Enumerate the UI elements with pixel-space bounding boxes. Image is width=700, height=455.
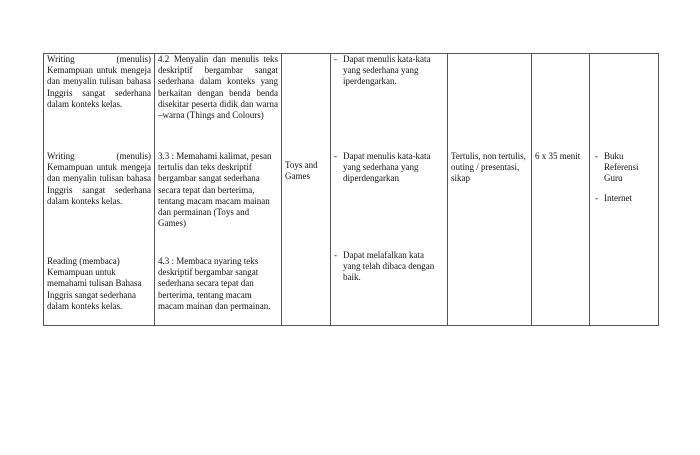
table-border-bottom xyxy=(43,325,659,326)
table-border-right xyxy=(658,53,659,326)
assessment-cell: Tertulis, non tertulis, outing / presentasi, sikap xyxy=(451,151,526,184)
skill-description: Kemampuan untuk memahami tulisan Bahasa Inggris sangat sederhana dalam konteks kelas. xyxy=(47,267,142,311)
syllabus-table xyxy=(43,53,659,326)
indicator-text: Dapat menulis kata-kata yang sederhana yang diperdengarkan xyxy=(343,151,431,184)
source-item xyxy=(595,193,653,204)
competency-cell: 3.3 : Memahami kalimat, pesan tertulis dan teks deskriptif bergambar sangat sederhana secara tepat dan berterima, tentang macam macam mainan dan permainan (Toys and Games) xyxy=(158,151,272,229)
column-divider xyxy=(447,53,448,326)
indicator-text: Dapat melafalkan kata yang telah dibaca dengan baik. xyxy=(343,250,435,283)
source-text: Internet xyxy=(604,193,632,203)
bullet-marker: - xyxy=(334,151,337,161)
indicator-item xyxy=(334,54,442,88)
skill-heading: Writing xyxy=(47,151,75,161)
skill-heading-alt: (menulis) xyxy=(116,54,151,64)
column-divider xyxy=(531,53,532,326)
source-text: Buku Referensi Guru xyxy=(604,151,639,184)
bullet-marker: - xyxy=(334,250,337,260)
table-border-left xyxy=(43,53,44,326)
skill-cell xyxy=(47,256,151,312)
indicator-text: Dapat menulis kata-kata yang sederhana yang iperdengarkan. xyxy=(343,54,431,87)
skill-heading: Reading (membaca) xyxy=(47,256,120,266)
theme-cell: Toys and Games xyxy=(285,160,318,182)
skill-heading-alt: (menulis) xyxy=(116,151,151,161)
time-allocation-cell: 6 x 35 menit xyxy=(535,151,581,161)
competency-cell: 4.3 : Membaca nyaring teks deskriptif bergambar sangat sederhana secara tepat dan berterima, tentang macam macam mainan dan permainan. xyxy=(158,256,271,311)
skill-description: Kemampuan untuk mengeja dan menyalin tulisan bahasa Inggris sangat sederhana dalam konteks kelas. xyxy=(47,65,151,109)
indicator-item xyxy=(334,151,442,185)
bullet-marker: - xyxy=(334,54,337,64)
skill-description: Kemampuan untuk mengeja dan menyalin tulisan bahasa Inggris sangat sederhana dalam konteks kelas. xyxy=(47,162,151,206)
column-divider xyxy=(154,53,155,326)
skill-cell xyxy=(47,151,151,207)
column-divider xyxy=(589,53,590,326)
competency-cell: 4.2 Menyalin dan menulis teks deskriptif bergambar sangat sederhana dalam konteks yang berkaitan dengan benda benda disekitar peserta didik dan warna –warna (Things and Colours) xyxy=(158,54,278,121)
indicator-item xyxy=(334,250,442,284)
source-item xyxy=(595,151,653,185)
skill-heading: Writing xyxy=(47,54,75,64)
bullet-marker: - xyxy=(595,151,598,161)
skill-cell xyxy=(47,54,151,110)
column-divider xyxy=(330,53,331,326)
bullet-marker: - xyxy=(595,193,598,203)
column-divider xyxy=(281,53,282,326)
